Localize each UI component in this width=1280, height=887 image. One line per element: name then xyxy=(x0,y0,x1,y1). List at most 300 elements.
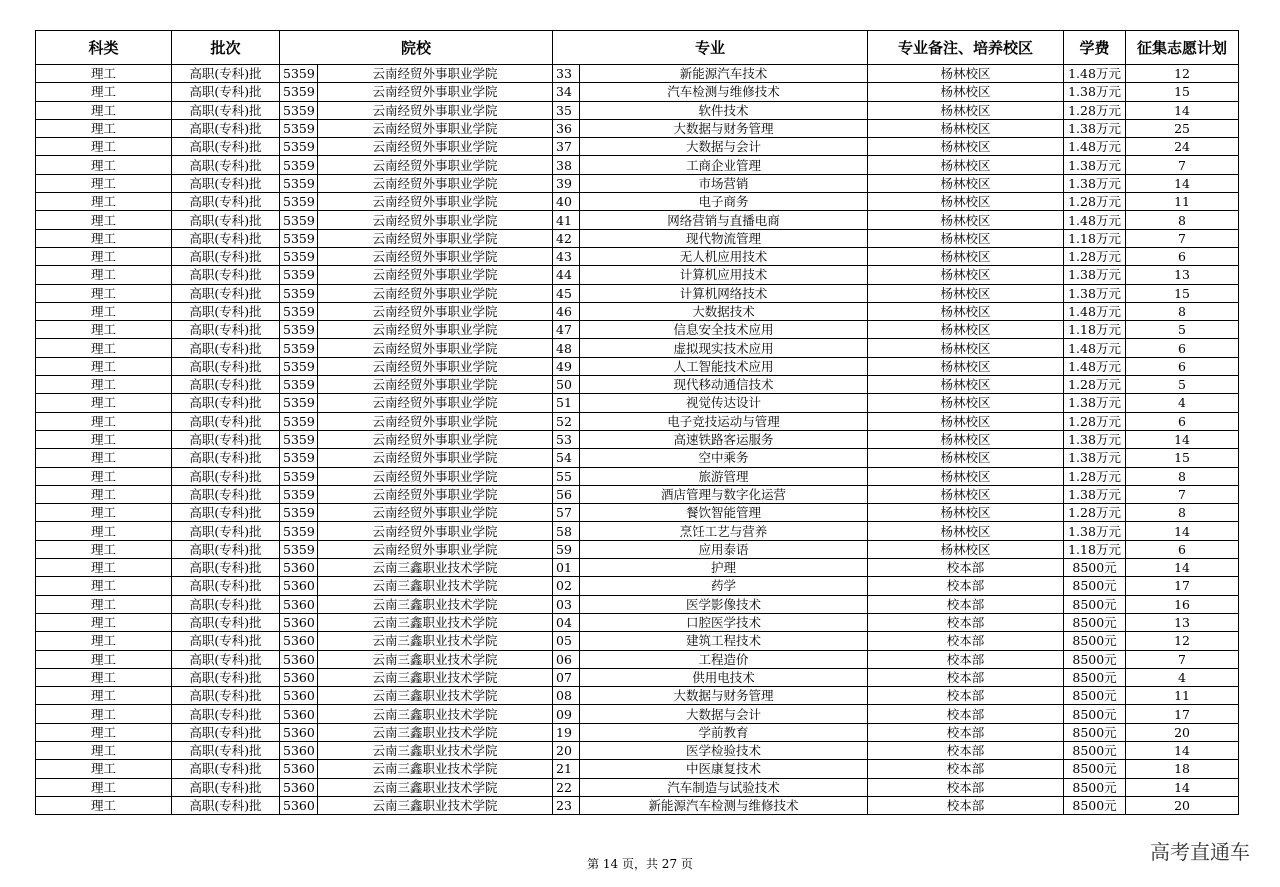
major-name-cell: 医学检验技术 xyxy=(580,741,868,759)
batch-cell: 高职(专科)批 xyxy=(172,485,280,503)
tuition-cell: 1.38万元 xyxy=(1064,174,1126,192)
major-code-cell: 21 xyxy=(553,760,580,778)
tuition-cell: 1.38万元 xyxy=(1064,119,1126,137)
tuition-cell: 1.28万元 xyxy=(1064,504,1126,522)
batch-cell: 高职(专科)批 xyxy=(172,247,280,265)
school-name-cell: 云南经贸外事职业学院 xyxy=(318,138,553,156)
category-cell: 理工 xyxy=(36,705,172,723)
major-code-cell: 08 xyxy=(553,687,580,705)
batch-cell: 高职(专科)批 xyxy=(172,229,280,247)
batch-cell: 高职(专科)批 xyxy=(172,339,280,357)
school-name-cell: 云南经贸外事职业学院 xyxy=(318,174,553,192)
school-code-cell: 5360 xyxy=(280,741,318,759)
table-row xyxy=(36,723,1239,741)
plan-count-cell: 25 xyxy=(1126,119,1239,137)
tuition-cell: 8500元 xyxy=(1064,577,1126,595)
school-name-cell: 云南三鑫职业技术学院 xyxy=(318,687,553,705)
plan-count-cell: 15 xyxy=(1126,284,1239,302)
batch-cell: 高职(专科)批 xyxy=(172,156,280,174)
plan-count-cell: 12 xyxy=(1126,65,1239,83)
school-name-cell: 云南经贸外事职业学院 xyxy=(318,193,553,211)
school-code-cell: 5360 xyxy=(280,595,318,613)
tuition-cell: 1.38万元 xyxy=(1064,430,1126,448)
major-code-cell: 41 xyxy=(553,211,580,229)
major-code-cell: 04 xyxy=(553,613,580,631)
tuition-cell: 1.18万元 xyxy=(1064,229,1126,247)
category-cell: 理工 xyxy=(36,394,172,412)
category-cell: 理工 xyxy=(36,540,172,558)
school-code-cell: 5359 xyxy=(280,174,318,192)
campus-cell: 杨林校区 xyxy=(868,485,1064,503)
school-name-cell: 云南经贸外事职业学院 xyxy=(318,339,553,357)
school-code-cell: 5359 xyxy=(280,449,318,467)
category-cell: 理工 xyxy=(36,101,172,119)
campus-cell: 杨林校区 xyxy=(868,156,1064,174)
major-code-cell: 02 xyxy=(553,577,580,595)
school-code-cell: 5360 xyxy=(280,760,318,778)
school-name-cell: 云南经贸外事职业学院 xyxy=(318,266,553,284)
major-name-cell: 大数据与财务管理 xyxy=(580,687,868,705)
school-code-cell: 5360 xyxy=(280,577,318,595)
batch-cell: 高职(专科)批 xyxy=(172,376,280,394)
major-code-cell: 40 xyxy=(553,193,580,211)
tuition-cell: 8500元 xyxy=(1064,650,1126,668)
plan-count-cell: 15 xyxy=(1126,83,1239,101)
table-row xyxy=(36,705,1239,723)
school-name-cell: 云南经贸外事职业学院 xyxy=(318,449,553,467)
school-code-cell: 5360 xyxy=(280,778,318,796)
plan-count-cell: 6 xyxy=(1126,247,1239,265)
table-row xyxy=(36,485,1239,503)
campus-cell: 杨林校区 xyxy=(868,247,1064,265)
school-name-cell: 云南三鑫职业技术学院 xyxy=(318,632,553,650)
major-name-cell: 高速铁路客运服务 xyxy=(580,430,868,448)
plan-count-cell: 5 xyxy=(1126,376,1239,394)
school-code-cell: 5359 xyxy=(280,229,318,247)
school-code-cell: 5359 xyxy=(280,412,318,430)
batch-cell: 高职(专科)批 xyxy=(172,705,280,723)
school-code-cell: 5359 xyxy=(280,504,318,522)
header-school: 院校 xyxy=(280,31,553,65)
batch-cell: 高职(专科)批 xyxy=(172,577,280,595)
batch-cell: 高职(专科)批 xyxy=(172,522,280,540)
category-cell: 理工 xyxy=(36,119,172,137)
school-name-cell: 云南三鑫职业技术学院 xyxy=(318,796,553,814)
tuition-cell: 1.38万元 xyxy=(1064,522,1126,540)
tuition-cell: 8500元 xyxy=(1064,687,1126,705)
major-name-cell: 大数据与会计 xyxy=(580,138,868,156)
batch-cell: 高职(专科)批 xyxy=(172,412,280,430)
batch-cell: 高职(专科)批 xyxy=(172,321,280,339)
school-code-cell: 5359 xyxy=(280,193,318,211)
school-name-cell: 云南经贸外事职业学院 xyxy=(318,156,553,174)
school-name-cell: 云南三鑫职业技术学院 xyxy=(318,613,553,631)
table-row xyxy=(36,430,1239,448)
category-cell: 理工 xyxy=(36,376,172,394)
major-code-cell: 33 xyxy=(553,65,580,83)
major-code-cell: 59 xyxy=(553,540,580,558)
plan-count-cell: 13 xyxy=(1126,613,1239,631)
major-code-cell: 35 xyxy=(553,101,580,119)
campus-cell: 杨林校区 xyxy=(868,449,1064,467)
tuition-cell: 8500元 xyxy=(1064,705,1126,723)
batch-cell: 高职(专科)批 xyxy=(172,394,280,412)
plan-count-cell: 11 xyxy=(1126,687,1239,705)
school-name-cell: 云南经贸外事职业学院 xyxy=(318,430,553,448)
tuition-cell: 1.38万元 xyxy=(1064,449,1126,467)
tuition-cell: 1.28万元 xyxy=(1064,467,1126,485)
school-code-cell: 5359 xyxy=(280,302,318,320)
category-cell: 理工 xyxy=(36,193,172,211)
major-name-cell: 学前教育 xyxy=(580,723,868,741)
campus-cell: 杨林校区 xyxy=(868,229,1064,247)
table-row xyxy=(36,266,1239,284)
tuition-cell: 8500元 xyxy=(1064,668,1126,686)
table-row xyxy=(36,101,1239,119)
major-name-cell: 旅游管理 xyxy=(580,467,868,485)
school-code-cell: 5360 xyxy=(280,632,318,650)
major-name-cell: 市场营销 xyxy=(580,174,868,192)
tuition-cell: 1.18万元 xyxy=(1064,540,1126,558)
campus-cell: 杨林校区 xyxy=(868,430,1064,448)
plan-count-cell: 4 xyxy=(1126,394,1239,412)
school-name-cell: 云南经贸外事职业学院 xyxy=(318,357,553,375)
major-name-cell: 电子商务 xyxy=(580,193,868,211)
category-cell: 理工 xyxy=(36,65,172,83)
campus-cell: 杨林校区 xyxy=(868,284,1064,302)
school-name-cell: 云南三鑫职业技术学院 xyxy=(318,559,553,577)
plan-count-cell: 17 xyxy=(1126,577,1239,595)
tuition-cell: 1.38万元 xyxy=(1064,284,1126,302)
batch-cell: 高职(专科)批 xyxy=(172,796,280,814)
table-row xyxy=(36,595,1239,613)
plan-count-cell: 7 xyxy=(1126,485,1239,503)
tuition-cell: 1.28万元 xyxy=(1064,247,1126,265)
category-cell: 理工 xyxy=(36,357,172,375)
major-name-cell: 软件技术 xyxy=(580,101,868,119)
plan-count-cell: 8 xyxy=(1126,467,1239,485)
school-name-cell: 云南经贸外事职业学院 xyxy=(318,101,553,119)
batch-cell: 高职(专科)批 xyxy=(172,467,280,485)
batch-cell: 高职(专科)批 xyxy=(172,211,280,229)
major-name-cell: 护理 xyxy=(580,559,868,577)
batch-cell: 高职(专科)批 xyxy=(172,449,280,467)
tuition-cell: 1.38万元 xyxy=(1064,485,1126,503)
campus-cell: 杨林校区 xyxy=(868,83,1064,101)
major-name-cell: 人工智能技术应用 xyxy=(580,357,868,375)
plan-count-cell: 14 xyxy=(1126,430,1239,448)
school-code-cell: 5359 xyxy=(280,119,318,137)
school-code-cell: 5359 xyxy=(280,376,318,394)
plan-count-cell: 14 xyxy=(1126,174,1239,192)
major-name-cell: 现代移动通信技术 xyxy=(580,376,868,394)
tuition-cell: 1.38万元 xyxy=(1064,156,1126,174)
major-name-cell: 无人机应用技术 xyxy=(580,247,868,265)
campus-cell: 校本部 xyxy=(868,741,1064,759)
table-row xyxy=(36,760,1239,778)
category-cell: 理工 xyxy=(36,577,172,595)
category-cell: 理工 xyxy=(36,284,172,302)
major-code-cell: 56 xyxy=(553,485,580,503)
plan-count-cell: 14 xyxy=(1126,522,1239,540)
school-code-cell: 5360 xyxy=(280,613,318,631)
tuition-cell: 8500元 xyxy=(1064,723,1126,741)
batch-cell: 高职(专科)批 xyxy=(172,138,280,156)
tuition-cell: 8500元 xyxy=(1064,778,1126,796)
tuition-cell: 1.28万元 xyxy=(1064,101,1126,119)
category-cell: 理工 xyxy=(36,302,172,320)
header-campus-note: 专业备注、培养校区 xyxy=(868,31,1064,65)
tuition-cell: 1.18万元 xyxy=(1064,321,1126,339)
school-code-cell: 5359 xyxy=(280,83,318,101)
campus-cell: 杨林校区 xyxy=(868,101,1064,119)
school-code-cell: 5360 xyxy=(280,705,318,723)
major-name-cell: 大数据技术 xyxy=(580,302,868,320)
plan-count-cell: 6 xyxy=(1126,339,1239,357)
campus-cell: 校本部 xyxy=(868,650,1064,668)
category-cell: 理工 xyxy=(36,247,172,265)
campus-cell: 杨林校区 xyxy=(868,504,1064,522)
batch-cell: 高职(专科)批 xyxy=(172,632,280,650)
major-name-cell: 汽车制造与试验技术 xyxy=(580,778,868,796)
category-cell: 理工 xyxy=(36,522,172,540)
table-row xyxy=(36,540,1239,558)
batch-cell: 高职(专科)批 xyxy=(172,430,280,448)
school-name-cell: 云南经贸外事职业学院 xyxy=(318,284,553,302)
major-code-cell: 45 xyxy=(553,284,580,302)
tuition-cell: 1.38万元 xyxy=(1064,83,1126,101)
campus-cell: 杨林校区 xyxy=(868,339,1064,357)
school-name-cell: 云南三鑫职业技术学院 xyxy=(318,595,553,613)
table-row xyxy=(36,449,1239,467)
campus-cell: 校本部 xyxy=(868,613,1064,631)
table-row xyxy=(36,559,1239,577)
tuition-cell: 8500元 xyxy=(1064,559,1126,577)
category-cell: 理工 xyxy=(36,266,172,284)
header-batch: 批次 xyxy=(172,31,280,65)
category-cell: 理工 xyxy=(36,449,172,467)
major-code-cell: 44 xyxy=(553,266,580,284)
campus-cell: 校本部 xyxy=(868,595,1064,613)
school-name-cell: 云南三鑫职业技术学院 xyxy=(318,705,553,723)
category-cell: 理工 xyxy=(36,229,172,247)
batch-cell: 高职(专科)批 xyxy=(172,65,280,83)
major-code-cell: 46 xyxy=(553,302,580,320)
table-header-row xyxy=(36,31,1239,65)
plan-count-cell: 8 xyxy=(1126,302,1239,320)
tuition-cell: 1.28万元 xyxy=(1064,193,1126,211)
major-code-cell: 01 xyxy=(553,559,580,577)
batch-cell: 高职(专科)批 xyxy=(172,687,280,705)
campus-cell: 校本部 xyxy=(868,778,1064,796)
batch-cell: 高职(专科)批 xyxy=(172,101,280,119)
major-code-cell: 06 xyxy=(553,650,580,668)
school-code-cell: 5360 xyxy=(280,559,318,577)
category-cell: 理工 xyxy=(36,595,172,613)
major-code-cell: 05 xyxy=(553,632,580,650)
table-row xyxy=(36,412,1239,430)
category-cell: 理工 xyxy=(36,723,172,741)
major-code-cell: 23 xyxy=(553,796,580,814)
school-name-cell: 云南经贸外事职业学院 xyxy=(318,467,553,485)
table-row xyxy=(36,577,1239,595)
campus-cell: 杨林校区 xyxy=(868,119,1064,137)
category-cell: 理工 xyxy=(36,485,172,503)
batch-cell: 高职(专科)批 xyxy=(172,540,280,558)
category-cell: 理工 xyxy=(36,174,172,192)
plan-count-cell: 13 xyxy=(1126,266,1239,284)
batch-cell: 高职(专科)批 xyxy=(172,284,280,302)
campus-cell: 校本部 xyxy=(868,723,1064,741)
school-name-cell: 云南经贸外事职业学院 xyxy=(318,247,553,265)
school-name-cell: 云南三鑫职业技术学院 xyxy=(318,723,553,741)
table-row xyxy=(36,247,1239,265)
tuition-cell: 8500元 xyxy=(1064,760,1126,778)
campus-cell: 杨林校区 xyxy=(868,174,1064,192)
school-name-cell: 云南三鑫职业技术学院 xyxy=(318,741,553,759)
major-name-cell: 空中乘务 xyxy=(580,449,868,467)
category-cell: 理工 xyxy=(36,668,172,686)
table-row xyxy=(36,741,1239,759)
campus-cell: 杨林校区 xyxy=(868,522,1064,540)
school-code-cell: 5360 xyxy=(280,668,318,686)
batch-cell: 高职(专科)批 xyxy=(172,760,280,778)
school-name-cell: 云南经贸外事职业学院 xyxy=(318,302,553,320)
campus-cell: 校本部 xyxy=(868,760,1064,778)
school-code-cell: 5359 xyxy=(280,394,318,412)
category-cell: 理工 xyxy=(36,339,172,357)
table-row xyxy=(36,138,1239,156)
table-row xyxy=(36,668,1239,686)
major-code-cell: 51 xyxy=(553,394,580,412)
batch-cell: 高职(专科)批 xyxy=(172,723,280,741)
school-code-cell: 5360 xyxy=(280,687,318,705)
school-code-cell: 5359 xyxy=(280,138,318,156)
plan-count-cell: 8 xyxy=(1126,211,1239,229)
campus-cell: 校本部 xyxy=(868,705,1064,723)
table-row xyxy=(36,83,1239,101)
campus-cell: 杨林校区 xyxy=(868,321,1064,339)
school-code-cell: 5359 xyxy=(280,339,318,357)
school-name-cell: 云南经贸外事职业学院 xyxy=(318,83,553,101)
school-code-cell: 5360 xyxy=(280,723,318,741)
major-code-cell: 58 xyxy=(553,522,580,540)
school-name-cell: 云南经贸外事职业学院 xyxy=(318,540,553,558)
category-cell: 理工 xyxy=(36,559,172,577)
category-cell: 理工 xyxy=(36,156,172,174)
school-code-cell: 5359 xyxy=(280,266,318,284)
table-row xyxy=(36,522,1239,540)
plan-count-cell: 14 xyxy=(1126,101,1239,119)
plan-count-cell: 5 xyxy=(1126,321,1239,339)
plan-count-cell: 16 xyxy=(1126,595,1239,613)
tuition-cell: 8500元 xyxy=(1064,613,1126,631)
major-name-cell: 药学 xyxy=(580,577,868,595)
plan-count-cell: 7 xyxy=(1126,229,1239,247)
batch-cell: 高职(专科)批 xyxy=(172,595,280,613)
table-row xyxy=(36,174,1239,192)
batch-cell: 高职(专科)批 xyxy=(172,650,280,668)
plan-count-cell: 24 xyxy=(1126,138,1239,156)
major-name-cell: 建筑工程技术 xyxy=(580,632,868,650)
table-row xyxy=(36,284,1239,302)
school-name-cell: 云南经贸外事职业学院 xyxy=(318,504,553,522)
school-name-cell: 云南经贸外事职业学院 xyxy=(318,211,553,229)
category-cell: 理工 xyxy=(36,687,172,705)
major-name-cell: 网络营销与直播电商 xyxy=(580,211,868,229)
table-row xyxy=(36,156,1239,174)
table-row xyxy=(36,211,1239,229)
school-code-cell: 5360 xyxy=(280,650,318,668)
school-code-cell: 5359 xyxy=(280,156,318,174)
plan-count-cell: 6 xyxy=(1126,540,1239,558)
school-name-cell: 云南三鑫职业技术学院 xyxy=(318,760,553,778)
table-row xyxy=(36,65,1239,83)
major-name-cell: 视觉传达设计 xyxy=(580,394,868,412)
major-code-cell: 57 xyxy=(553,504,580,522)
table-row xyxy=(36,357,1239,375)
table-row xyxy=(36,796,1239,814)
major-name-cell: 工商企业管理 xyxy=(580,156,868,174)
header-category: 科类 xyxy=(36,31,172,65)
batch-cell: 高职(专科)批 xyxy=(172,119,280,137)
major-name-cell: 中医康复技术 xyxy=(580,760,868,778)
tuition-cell: 1.48万元 xyxy=(1064,65,1126,83)
campus-cell: 校本部 xyxy=(868,687,1064,705)
page-number: 第 14 页，共 27 页 xyxy=(587,857,693,871)
tuition-cell: 1.48万元 xyxy=(1064,339,1126,357)
batch-cell: 高职(专科)批 xyxy=(172,83,280,101)
plan-count-cell: 14 xyxy=(1126,559,1239,577)
table-row xyxy=(36,467,1239,485)
tuition-cell: 8500元 xyxy=(1064,741,1126,759)
school-name-cell: 云南经贸外事职业学院 xyxy=(318,65,553,83)
major-code-cell: 36 xyxy=(553,119,580,137)
table-row xyxy=(36,119,1239,137)
major-code-cell: 52 xyxy=(553,412,580,430)
batch-cell: 高职(专科)批 xyxy=(172,357,280,375)
batch-cell: 高职(专科)批 xyxy=(172,266,280,284)
category-cell: 理工 xyxy=(36,632,172,650)
campus-cell: 杨林校区 xyxy=(868,394,1064,412)
major-name-cell: 新能源汽车技术 xyxy=(580,65,868,83)
table-row xyxy=(36,229,1239,247)
campus-cell: 杨林校区 xyxy=(868,266,1064,284)
campus-cell: 杨林校区 xyxy=(868,412,1064,430)
plan-count-cell: 14 xyxy=(1126,778,1239,796)
major-code-cell: 37 xyxy=(553,138,580,156)
major-name-cell: 虚拟现实技术应用 xyxy=(580,339,868,357)
batch-cell: 高职(专科)批 xyxy=(172,559,280,577)
plan-count-cell: 14 xyxy=(1126,741,1239,759)
batch-cell: 高职(专科)批 xyxy=(172,741,280,759)
campus-cell: 杨林校区 xyxy=(868,357,1064,375)
table-row xyxy=(36,504,1239,522)
table-row xyxy=(36,632,1239,650)
major-name-cell: 供用电技术 xyxy=(580,668,868,686)
tuition-cell: 1.48万元 xyxy=(1064,357,1126,375)
plan-count-cell: 4 xyxy=(1126,668,1239,686)
major-name-cell: 新能源汽车检测与维修技术 xyxy=(580,796,868,814)
school-code-cell: 5359 xyxy=(280,522,318,540)
batch-cell: 高职(专科)批 xyxy=(172,613,280,631)
school-name-cell: 云南三鑫职业技术学院 xyxy=(318,668,553,686)
tuition-cell: 8500元 xyxy=(1064,595,1126,613)
category-cell: 理工 xyxy=(36,796,172,814)
major-code-cell: 43 xyxy=(553,247,580,265)
school-code-cell: 5359 xyxy=(280,467,318,485)
table-row xyxy=(36,302,1239,320)
